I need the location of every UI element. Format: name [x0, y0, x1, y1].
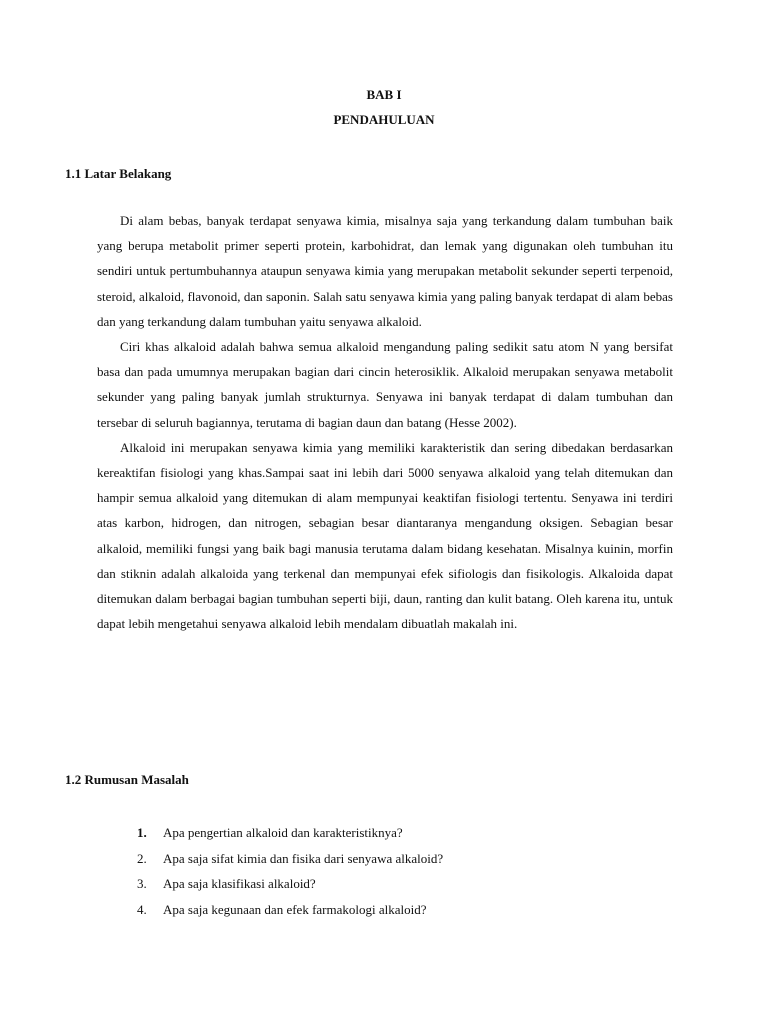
- paragraph-3: Alkaloid ini merupakan senyawa kimia yang memiliki karakteristik dan sering dibedakan berdasarkan kereaktifan fisiologi yang khas.Sampai saat ini lebih dari 5000 senyawa alkaloid yang telah ditemukan dan hampir semua alkaloid yang ditemukan di alam mempunyai keaktifan fisiologi tertentu. Senyawa ini terdiri atas karbon, hidrogen, dan nitrogen, sebagian besar diantaranya mengandung oksigen. Sebagian besar alkaloid, memiliki fungsi yang baik bagi manusia terutama dalam bidang kesehatan. Misalnya kuinin, morfin dan stiknin adalah alkaloida yang terkenal dan mempunyai efek sifiologis dan fisikologis. Alkaloida dapat ditemukan dalam berbagai bagian tumbuhan seperti biji, daun, ranting dan kulit batang. Oleh karena itu, untuk dapat lebih mengetahui senyawa alkaloid lebih mendalam dibuatlah makalah ini.: [97, 439, 673, 632]
- list-item: [137, 846, 443, 872]
- list-item-text: Apa saja kegunaan dan efek farmakologi alkaloid?: [163, 901, 427, 917]
- list-item-number: 4.: [137, 901, 147, 917]
- list-item: [137, 820, 443, 846]
- paragraph-1: Di alam bebas, banyak terdapat senyawa kimia, misalnya saja yang terkandung dalam tumbuhan baik yang berupa metabolit primer seperti protein, karbohidrat, dan lemak yang digunakan oleh tumbuhan itu sendiri untuk pertumbuhannya ataupun senyawa kimia yang merupakan metabolit sekunder seperti terpenoid, steroid, alkaloid, flavonoid, dan saponin. Salah satu senyawa kimia yang paling banyak terdapat di alam bebas dan yang terkandung dalam tumbuhan yaitu senyawa alkaloid.: [97, 213, 673, 329]
- list-item-text: Apa saja sifat kimia dan fisika dari senyawa alkaloid?: [163, 850, 444, 866]
- list-item-text: Apa pengertian alkaloid dan karakteristiknya?: [163, 825, 403, 840]
- chapter-title: BAB I: [366, 87, 402, 102]
- list-item-number: 3.: [137, 876, 147, 892]
- list-item: [137, 897, 443, 923]
- section-heading-latar-belakang: 1.1 Latar Belakang: [65, 166, 172, 181]
- list-item-text: Apa saja klasifikasi alkaloid?: [163, 876, 316, 892]
- latar-belakang-body: [97, 208, 673, 636]
- question-list: [137, 820, 443, 922]
- paragraph-2: Ciri khas alkaloid adalah bahwa semua alkaloid mengandung paling sedikit satu atom N yang bersifat basa dan pada umumnya merupakan bagian dari cincin heterosiklik. Alkaloid merupakan senyawa metabolit sekunder yang paling banyak jumlah strukturnya. Senyawa ini banyak terdapat di dalam tumbuhan dan tersebar di seluruh bagiannya, terutama di bagian daun dan batang (Hesse 2002).: [97, 339, 673, 430]
- chapter-subtitle: PENDAHULUAN: [333, 112, 435, 127]
- list-item: [137, 871, 443, 897]
- list-item-number: 1.: [137, 825, 147, 840]
- section-heading-rumusan-masalah: 1.2 Rumusan Masalah: [65, 772, 189, 787]
- list-item-number: 2.: [137, 850, 147, 866]
